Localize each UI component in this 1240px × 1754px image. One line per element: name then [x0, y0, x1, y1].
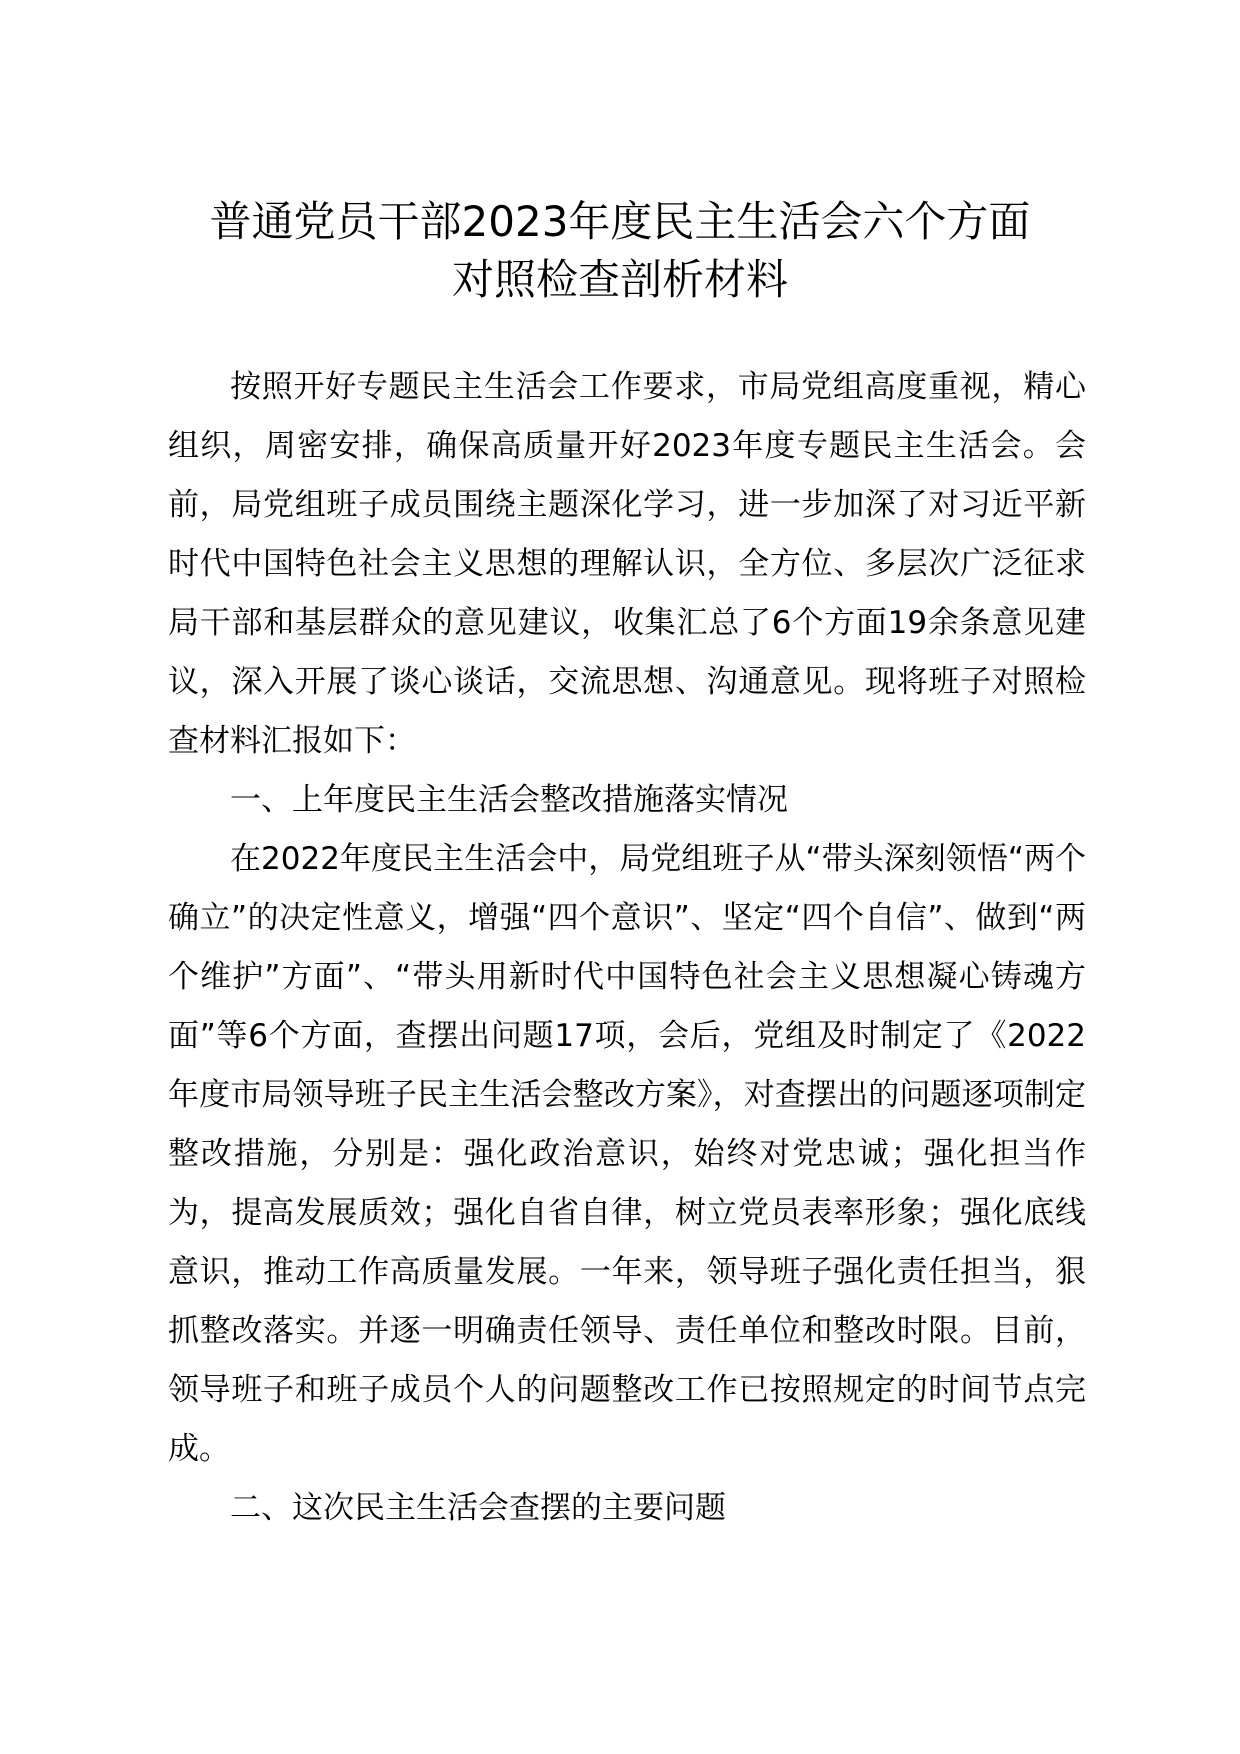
section-heading-1: 一、上年度民主生活会整改措施落实情况 [230, 782, 788, 818]
document-title [150, 193, 1090, 309]
document-body [168, 358, 1086, 1538]
intro-paragraph: 按照开好专题民主生活会工作要求，市局党组高度重视，精心组织，周密安排，确保高质量开好2023年度专题民主生活会。会前，局党组班子成员围绕主题深化学习，进一步加深了对习近平新时代中国特色社会主义思想的理解认识，全方位、多层次广泛征求局干部和基层群众的意见建议，收集汇总了6个方面19余条意见建议，深入开展了谈心谈话，交流思想、沟通意见。现将班子对照检查材料汇报如下： [168, 369, 1086, 759]
section-1-paragraph: 在2022年度民主生活会中，局党组班子从“带头深刻领悟“两个确立”的决定性意义，增强“四个意识”、坚定“四个自信”、做到“两个维护”方面”、“带头用新时代中国特色社会主义思想凝心铸魂方面”等6个方面，查摆出问题17项，会后，党组及时制定了《2022年度市局领导班子民主生活会整改方案》，对查摆出的问题逐项制定整改措施，分别是：强化政治意识，始终对党忠诚；强化担当作为，提高发展质效；强化自省自律，树立党员表率形象；强化底线意识，推动工作高质量发展。一年来，领导班子强化责任担当，狠抓整改落实。并逐一明确责任领导、责任单位和整改时限。目前，领导班子和班子成员个人的问题整改工作已按照规定的时间节点完成。 [168, 841, 1086, 1467]
title-line-2: 对照检查剖析材料 [451, 255, 788, 304]
title-line-1: 普通党员干部2023年度民主生活会六个方面 [209, 197, 1031, 246]
section-heading-2: 二、这次民主生活会查摆的主要问题 [230, 1490, 726, 1526]
